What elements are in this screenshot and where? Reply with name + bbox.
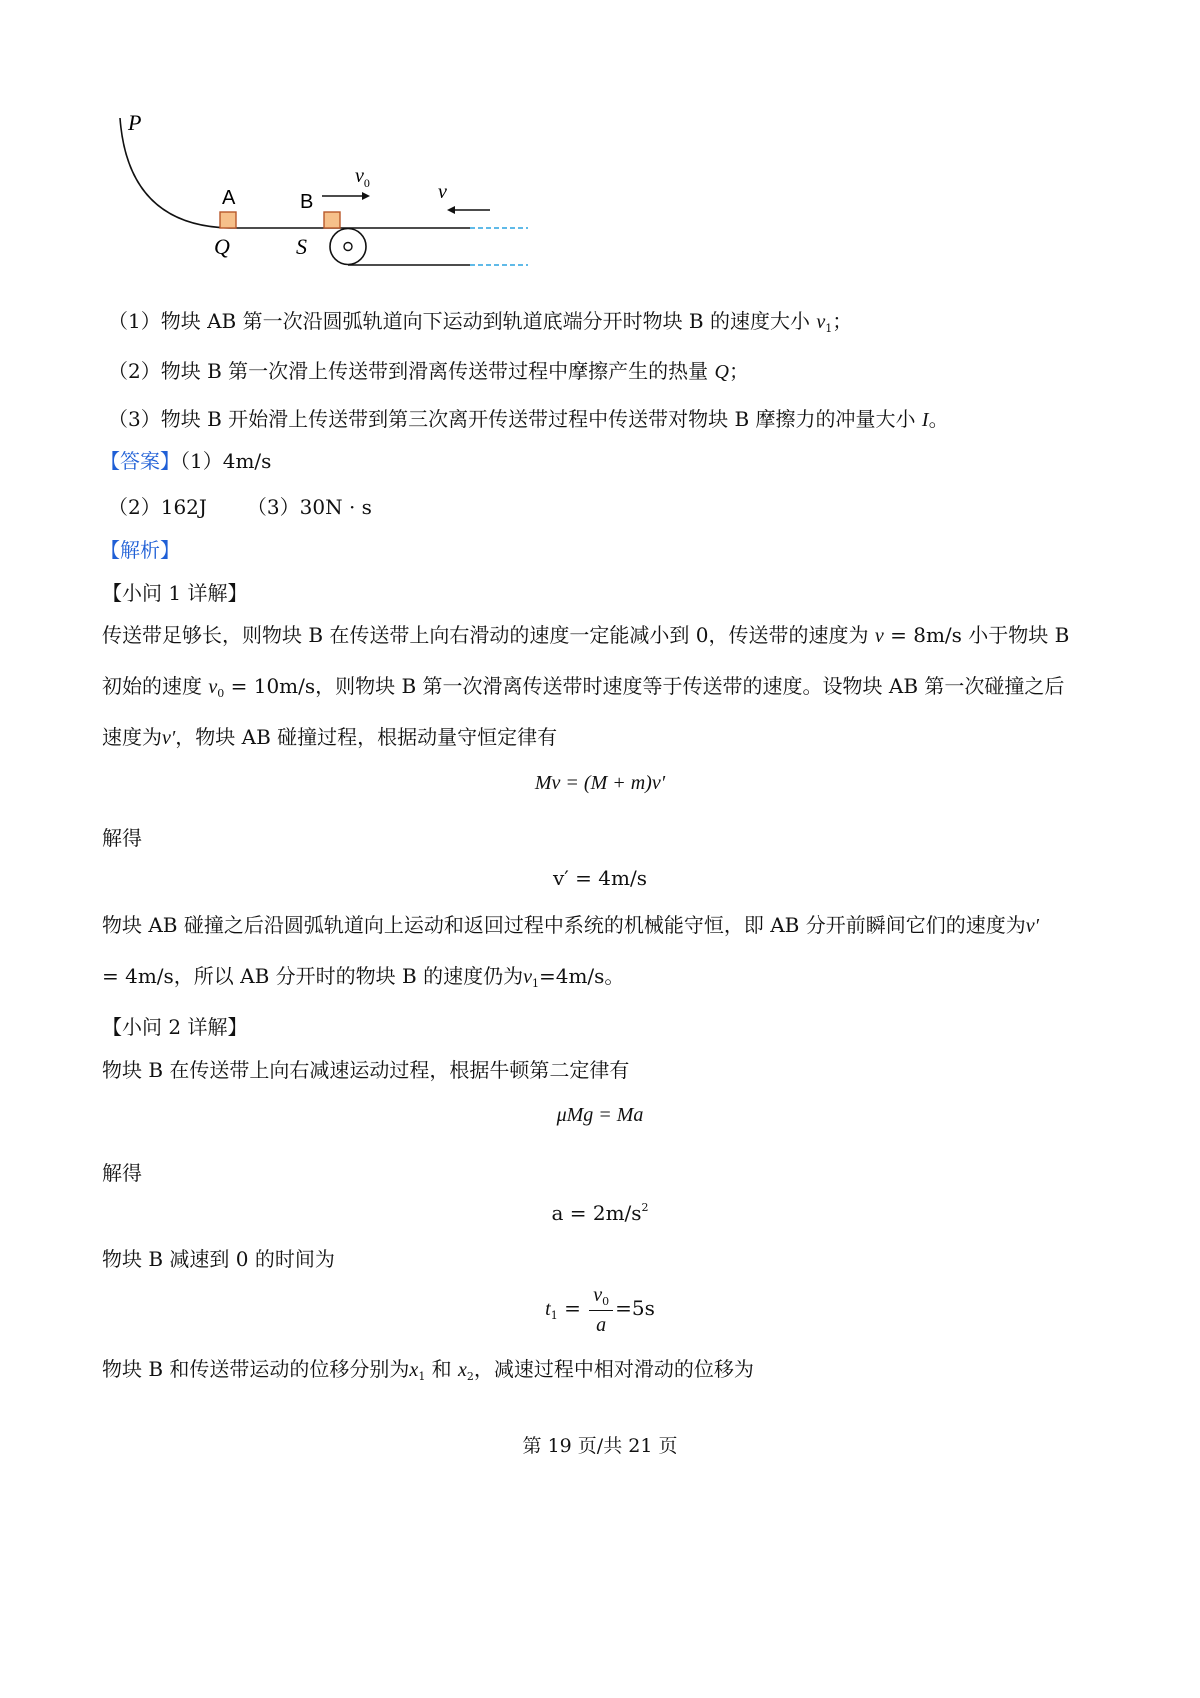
equation-newton: μMg = Ma: [556, 1104, 644, 1126]
question-2: （2）物块 B 第一次滑上传送带到滑离传送带过程中摩擦产生的热量 Q；: [108, 359, 749, 383]
sub1-para-1: 传送带足够长，则物块 B 在传送带上向右滑动的速度一定能减小到 0，传送带的速度为 v = 8m/s 小于物块 B: [102, 623, 1070, 647]
equation-acceleration: $a = 2m/s^2$: [551, 1201, 649, 1225]
arrow-v0-head: [362, 192, 370, 200]
sub1-solve: 解得: [102, 826, 142, 850]
sub2-solve: 解得: [102, 1161, 142, 1185]
sub1-para-5: = 4m/s，所以 AB 分开时的物块 B 的速度仍为$v_1=4m/s$。: [102, 964, 625, 990]
question-1: （1）物块 AB 第一次沿圆弧轨道向下运动到轨道底端分开时物块 B 的速度大小 $v_1$；: [108, 309, 853, 335]
block-a: [220, 212, 236, 228]
label-v0: v: [355, 165, 364, 187]
sub1-para-4: 物块 AB 碰撞之后沿圆弧轨道向上运动和返回过程中系统的机械能守恒，即 AB 分开前瞬间它们的速度为v′: [102, 913, 1039, 937]
label-q: Q: [214, 234, 230, 259]
equation-momentum: Mv = (M + m)v′: [534, 772, 666, 794]
sub1-para-2: 初始的速度 $v_0 = 10m/s$，则物块 B 第一次滑离传送带时速度等于传送带的速度。设物块 AB 第一次碰撞之后: [102, 674, 1065, 700]
answer-tag: 【答案】: [100, 449, 180, 473]
physics-diagram: [110, 108, 550, 288]
label-v0-sub: 0: [363, 176, 370, 190]
analysis-tag: 【解析】: [100, 538, 180, 562]
sub1-heading: 【小问 1 详解】: [102, 581, 248, 605]
svg-text:v0: [355, 165, 370, 190]
sub2-para-1: 物块 B 在传送带上向右减速运动过程，根据牛顿第二定律有: [102, 1058, 630, 1082]
block-b: [324, 212, 340, 228]
label-b: B: [300, 191, 314, 213]
question-3: （3）物块 B 开始滑上传送带到第三次离开传送带过程中传送带对物块 B 摩擦力的冲量大小 I。: [108, 407, 949, 431]
page-footer: 第 19 页/共 21 页: [522, 1435, 678, 1457]
label-p: P: [128, 110, 142, 135]
label-s: S: [296, 234, 307, 259]
sub2-para-2: 物块 B 减速到 0 的时间为: [102, 1247, 335, 1271]
answer-line-2: （2）162J （3）30N · s: [108, 495, 372, 519]
sub2-para-3: 物块 B 和传送带运动的位移分别为$x_1$ 和 $x_2$，减速过程中相对滑动的位移为: [102, 1357, 754, 1383]
pulley-axle: [344, 243, 352, 251]
equation-time: $t_1$ = $\frac{v_0}{a}$ =5s: [545, 1284, 655, 1337]
answer-line-1: 【答案】（1）4m/s: [100, 449, 272, 473]
label-a: A: [222, 187, 236, 209]
sub2-heading: 【小问 2 详解】: [102, 1015, 248, 1039]
sub1-para-3: 速度为v′，物块 AB 碰撞过程，根据动量守恒定律有: [102, 725, 558, 749]
equation-v-prime: v′ = 4m/s: [552, 866, 647, 890]
pulley: [330, 229, 366, 265]
label-v: v: [438, 181, 447, 203]
arrow-v-head: [447, 206, 455, 214]
